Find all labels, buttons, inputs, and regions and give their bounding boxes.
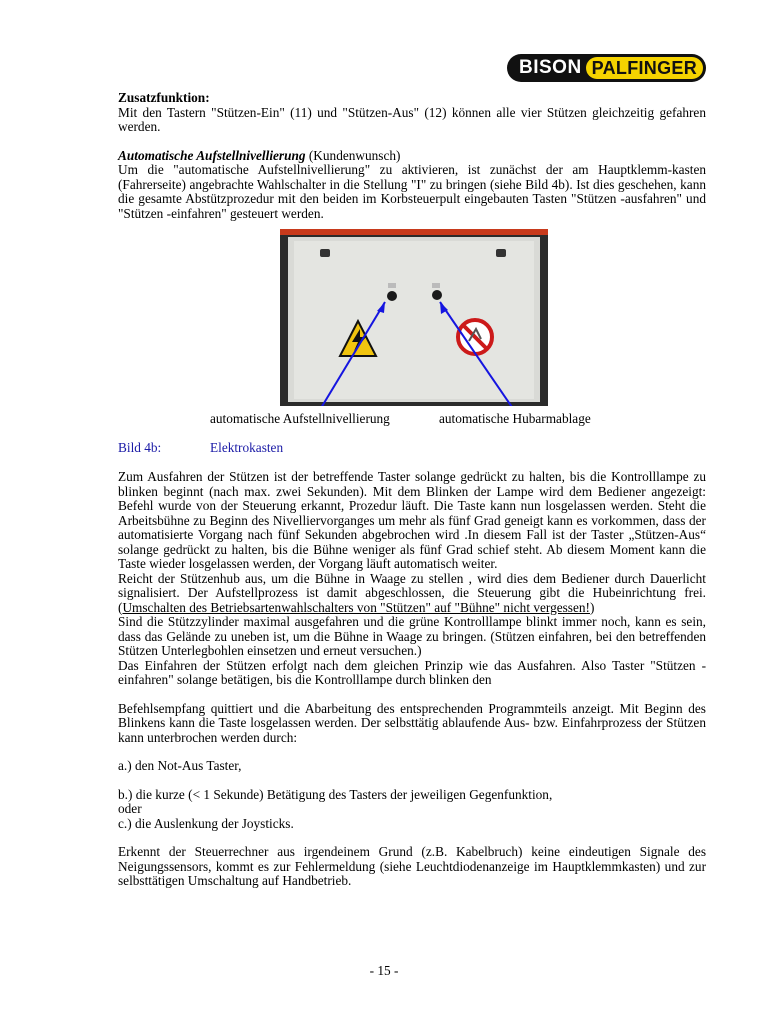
paragraph-zusatzfunktion: Mit den Tastern "Stützen-Ein" (11) und "Stützen-Aus" (12) können alle vier Stützen gleichzeitig gefahren werden. <box>118 104 706 134</box>
list-item-b: b.) die kurze (< 1 Sekunde) Betätigung des Tasters der jeweiligen Gegenfunktion, <box>118 786 553 802</box>
caption-text: Elektrokasten <box>210 440 284 455</box>
paragraph-ausfahren: Zum Ausfahren der Stützen ist der betreffende Taster solange gedrückt zu halten, bis die Kontrolllampe zu blinken beginnt (nach max. zwei Sekunden). Mit dem Blinken der Lampe wird dem Bediener angezeigt: Befehl wurde von der Steuerung erkannt, Prozedur läuft. Die Taste kann nun losgelassen werden. Steht die Arbeitsbühne zu Beginn des Nivelliervorganges um mehr als fünf Grad geneigt kann es vorkommen, dass der automatisierte Vorgang nach fünf Sekunden abgebrochen wird .In diesem Fall ist der Taster „Stützen-Aus“ solange gedrückt zu halten, bis die Bühne weniger als fünf Grad schief steht. Ab diesem Moment kann die Taste wieder losgelassen werden, der Vorgang läuft automatisch weiter. <box>118 469 706 571</box>
caption-number: Bild 4b: <box>118 440 162 455</box>
lower-text <box>118 470 706 889</box>
list-item-c: c.) die Auslenkung der Joysticks. <box>118 815 294 831</box>
p2-underlined-warning: Umschalten des Betriebsartenwahlschalters von "Stützen" auf "Bühne" nicht vergessen! <box>122 599 590 615</box>
logo-bison-text: BISON <box>519 57 582 78</box>
heading-aufstellnivellierung: Automatische Aufstellnivellierung <box>118 147 306 163</box>
p2-end: ) <box>589 599 595 615</box>
paragraph-einfahren: Das Einfahren der Stützen erfolgt nach dem gleichen Prinzip wie das Ausfahren. Also Taster "Stützen -einfahren" solange betätigen, bis die Kontrolllampe durch blinken den <box>118 657 706 687</box>
label-aufstellnivellierung: automatische Aufstellnivellierung <box>210 411 390 426</box>
logo-palfinger-text: PALFINGER <box>586 57 703 79</box>
page-number: - 15 - <box>369 963 399 978</box>
bison-palfinger-logo <box>507 54 706 82</box>
heading-suffix: (Kundenwunsch) <box>305 147 401 163</box>
paragraph-befehlsempfang: Befehlsempfang quittiert und die Abarbeitung des entsprechenden Programmteils anzeigt. Mit Beginn des Blinkens kann die Taste losgelassen werden. Der selbsttätig ablaufende Aus- bzw. Einfahrprozess der Stützen kann unterbrochen werden durch: <box>118 700 706 745</box>
list-oder: oder <box>118 801 142 816</box>
label-hubarmablage: automatische Hubarmablage <box>439 411 591 426</box>
heading-zusatzfunktion: Zusatzfunktion: <box>118 90 210 105</box>
p2-start: Reicht der Stützenhub aus, um die Bühne in Waage zu stellen , wird dies dem Bediener durch Dauerlicht signalisiert. Der Aufstellprozess ist damit abgeschlossen, die Steuerung gibt die Hubeinrichtung frei. ( <box>118 570 706 615</box>
paragraph-stuetzzylinder: Sind die Stützzylinder maximal ausgefahren und die grüne Kontrolllampe blinkt immer noch, kann es sein, dass das Gelände zu uneben ist, um die Bühne in Waage zu bringen. (Stützen einfahren, bei den betreffenden Stützen Unterlegbohlen einsetzen und erneut versuchen.) <box>118 614 706 658</box>
upper-text <box>118 91 706 221</box>
paragraph-fehlermeldung: Erkennt der Steuerrechner aus irgendeinem Grund (z.B. Kabelbruch) keine eindeutigen Signale des Neigungssensors, kommt es zur Fehlermeldung (siehe Leuchtdiodenanzeige im Hauptklemmkasten) und zur selbsttätigen Umschaltung auf Handbetrieb. <box>118 844 706 888</box>
elektrokasten-photo <box>280 229 548 406</box>
paragraph-aufstellnivellierung: Um die "automatische Aufstellnivellierung" zu aktivieren, ist zunächst der am Hauptklemm-kasten (Fahrerseite) angebrachte Wahlschalter in die Stellung "I" zu bringen (siehe Bild 4b). Ist dies geschehen, kann die gesamte Abstützprozedur mit den beiden im Korbsteuerpult eingebauten Tasten "Stützen -ausfahren" und "Stützen -einfahren" gesteuert werden. <box>118 162 706 221</box>
list-item-a: a.) den Not-Aus Taster, <box>118 758 242 773</box>
paragraph-stuetzenhub <box>118 572 706 616</box>
